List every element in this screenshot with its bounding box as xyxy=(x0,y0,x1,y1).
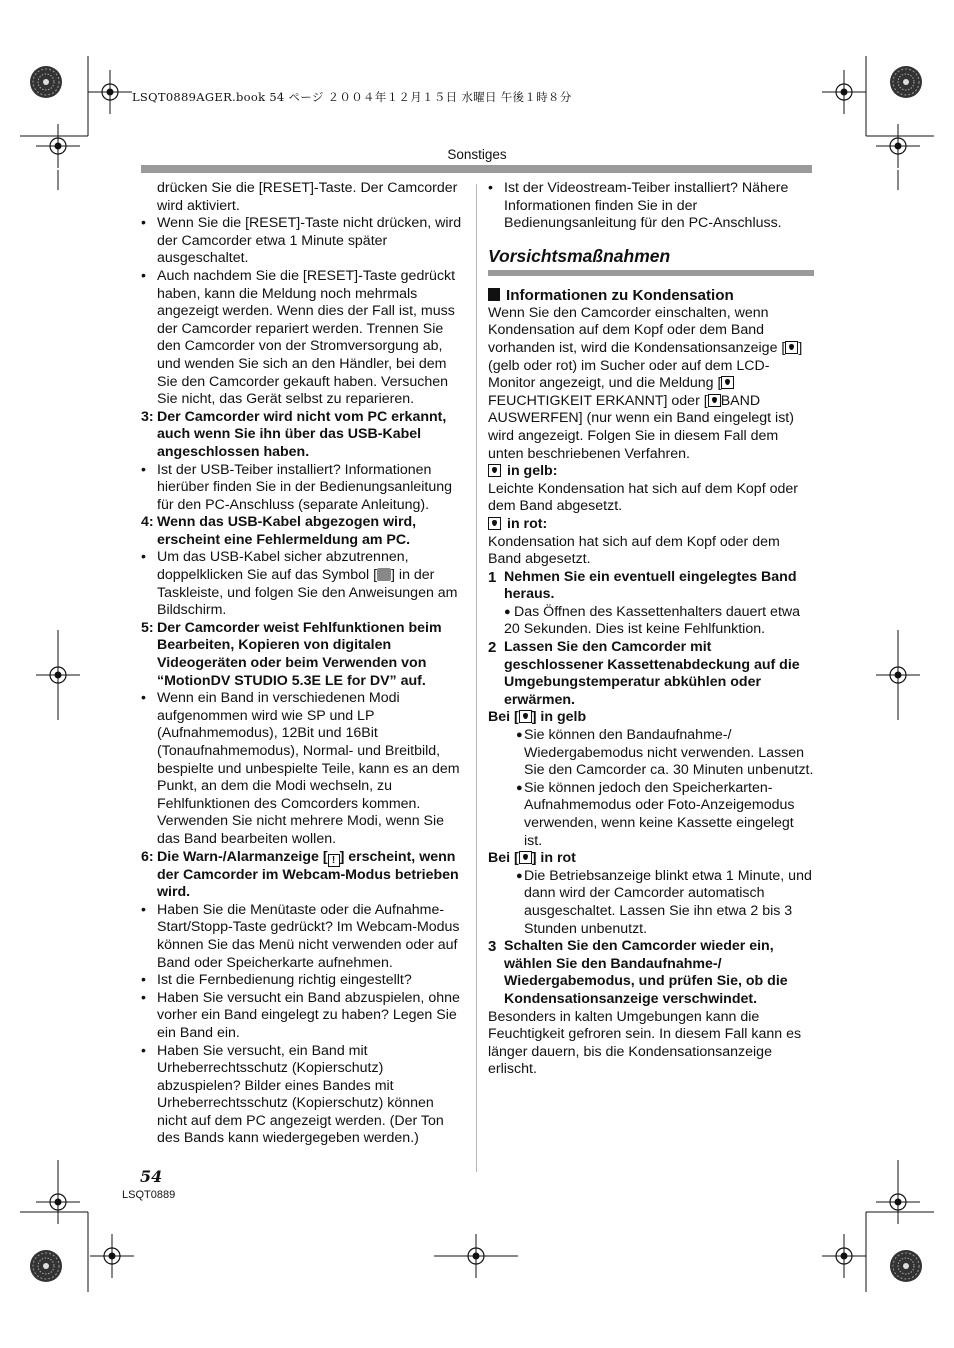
top-rule xyxy=(141,165,812,173)
if-red-label: Bei [ ] in rot xyxy=(488,850,576,867)
square-bullet-icon xyxy=(488,288,500,301)
condensation-icon xyxy=(519,851,532,864)
step-2: 2 Lassen Sie den Camcorder mit geschlossener Kassettenabdeckung auf die Umgebungstemperatur abkühlen oder erwärmen. xyxy=(488,639,800,708)
precautions-heading: Vorsichtsmaßnahmen xyxy=(488,245,671,266)
closing-text: Besonders in kalten Umgebungen kann die Feuchtigkeit gefroren sein. In diesem Fall kann es länger dauern, bis die Kondensationsanzeige erlischt. xyxy=(488,1008,802,1078)
question-3: 3: Der Camcorder wird nicht vom PC erkannt, auch wenn Sie ihn über das USB-Kabel angeschlossen haben. xyxy=(141,408,447,460)
list-item: • Ist die Fernbedienung richtig eingestellt? xyxy=(141,972,412,989)
list-item: • Ist der USB-Teiber installiert? Informationen hierüber finden Sie in der Bedienungsanleitung für den PC-Anschluss (separate Anleitung). xyxy=(141,461,453,513)
right-column xyxy=(488,180,814,1079)
step-1: 1 Nehmen Sie ein eventuell eingelegtes Band heraus. xyxy=(488,568,797,603)
list-item: ● Sie können den Bandaufnahme-/ Wiedergabemodus nicht verwenden. Lassen Sie den Camcorder ca. 30 Minuten unbenutzt. xyxy=(516,727,814,779)
red-text: Kondensation hat sich auf dem Kopf oder dem Band abgesetzt. xyxy=(488,533,780,568)
list-item: • Haben Sie versucht, ein Band mit Urheberrechtsschutz (Kopierschutz) abzuspielen? Bilder eines Bandes mit Urheberrechtsschutz (Kopierschutz) können nicht auf dem PC angezeigt werden. (Der Ton des Bands kann wiedergegeben werden.) xyxy=(141,1042,444,1147)
warning-icon: ! xyxy=(328,854,340,867)
yellow-label: in gelb: xyxy=(488,463,814,481)
condensation-icon xyxy=(488,517,501,530)
list-item: • Haben Sie die Menütaste oder die Aufnahme-Start/Stopp-Taste gedrückt? Im Webcam-Modus können Sie das Menü nicht verwenden oder auf Band oder Speicherkarte aufnehmen. xyxy=(141,901,460,971)
list-item: • Wenn ein Band in verschiedenen Modi aufgenommen wird wie SP und LP (Aufnahmemodus), 12Bit und 16Bit (Tonaufnahmemodus), Normal- und Breitbild, bespielte und unbespielte Teile, kann es an dem Punkt, an dem die Modi wechseln, zu Fehlfunktionen des Comcorders kommen. Verwenden Sie nicht mehrere Modi, wenn Sie das Band bearbeiten wollen. xyxy=(141,690,460,847)
condensation-icon xyxy=(785,341,798,354)
safely-remove-hardware-icon xyxy=(377,568,391,581)
question-6: 6: Die Warn-/Alarmanzeige [ ! ] erscheint, wenn der Camcorder im Webcam-Modus betrieben wird. xyxy=(141,848,459,901)
red-label: in rot: xyxy=(488,516,814,534)
file-info-header: LSQT0889AGER.book 54 ページ ２００４年１２月１５日 水曜日 午後１時８分 xyxy=(132,90,572,104)
column-divider xyxy=(476,184,477,1172)
document-code: LSQT0889 xyxy=(122,1189,176,1201)
if-yellow-label: Bei [ ] in gelb xyxy=(488,709,587,726)
continued-text: drücken Sie die [RESET]-Taste. Der Camcorder wird aktiviert. xyxy=(157,180,458,214)
list-item: • Wenn Sie die [RESET]-Taste nicht drücken, wird der Camcorder etwa 1 Minute später ausgeschaltet. xyxy=(141,215,462,267)
question-4: 4: Wenn das USB-Kabel abgezogen wird, erscheint eine Fehlermeldung am PC. xyxy=(141,514,417,548)
list-item: ● Die Betriebsanzeige blinkt etwa 1 Minute, und dann wird der Camcorder automatisch ausgeschaltet. Lassen Sie ihn etwa 2 bis 3 Stunden unbenutzt. xyxy=(516,867,812,937)
step-note: ● Das Öffnen des Kassettenhalters dauert etwa 20 Sekunden. Dies ist keine Fehlfunktion. xyxy=(504,603,801,638)
left-column xyxy=(141,180,465,1148)
page-number: 54 xyxy=(140,1167,163,1186)
section-title: Sonstiges xyxy=(447,147,507,162)
yellow-text: Leichte Kondensation hat sich auf dem Kopf oder dem Band abgesetzt. xyxy=(488,480,798,515)
question-5: 5: Der Camcorder weist Fehlfunktionen beim Bearbeiten, Kopieren von digitalen Videogeräten oder beim Verwenden von “MotionDV STUDIO 5.3E LE for DV” auf. xyxy=(141,619,442,689)
condensation-icon xyxy=(488,464,501,477)
list-item: • Ist der Videostream-Teiber installiert? Nähere Informationen finden Sie in der Bedienungsanleitung für den PC-Anschluss. xyxy=(488,180,789,232)
condensation-subheading: Informationen zu Kondensation xyxy=(488,287,814,305)
list-item: • Um das USB-Kabel sicher abzutrennen, doppelklicken Sie auf das Symbol [ ] in der Taskleiste, und folgen Sie den Anweisungen am Bildschirm. xyxy=(141,549,458,619)
list-item: ● Sie können jedoch den Speicherkarten-Aufnahmemodus oder Foto-Anzeigemodus verwenden, wenn keine Kassette eingelegt ist. xyxy=(516,779,795,849)
condensation-icon xyxy=(721,376,734,389)
condensation-intro: Wenn Sie den Camcorder einschalten, wenn Kondensation auf dem Kopf oder dem Band vorhanden ist, wird die Kondensationsanzeige [ ] (gelb oder rot) im Sucher oder auf dem LCD-Monitor angezeigt, und die Meldung [ FEUCHTIGKEIT ERKANNT] oder [ BAND AUSWERFEN] (nur wenn ein Band eingelegt ist) wird angezeigt. Folgen Sie in diesem Fall dem unten beschriebenen Verfahren. xyxy=(488,304,803,462)
heading-rule xyxy=(488,270,814,276)
list-item: • Haben Sie versucht ein Band abzuspielen, ohne vorher ein Band eingelegt zu haben? Legen Sie ein Band ein. xyxy=(141,989,460,1041)
step-3: 3 Schalten Sie den Camcorder wieder ein, wählen Sie den Bandaufnahme-/ Wiedergabemodus, und prüfen Sie, ob die Kondensationsanzeige verschwindet. xyxy=(488,938,788,1007)
condensation-icon xyxy=(708,394,721,407)
condensation-icon xyxy=(519,710,532,723)
list-item: • Auch nachdem Sie die [RESET]-Taste gedrückt haben, kann die Meldung noch mehrmals angezeigt werden. Wenn dies der Fall ist, muss der Camcorder repariert werden. Trennen Sie den Camcorder von der Stromversorgung ab, und wenden Sie sich an den Händler, bei dem Sie den Camcorder gekauft haben. Versuchen Sie nicht, das Gerät selbst zu reparieren. xyxy=(141,267,456,408)
